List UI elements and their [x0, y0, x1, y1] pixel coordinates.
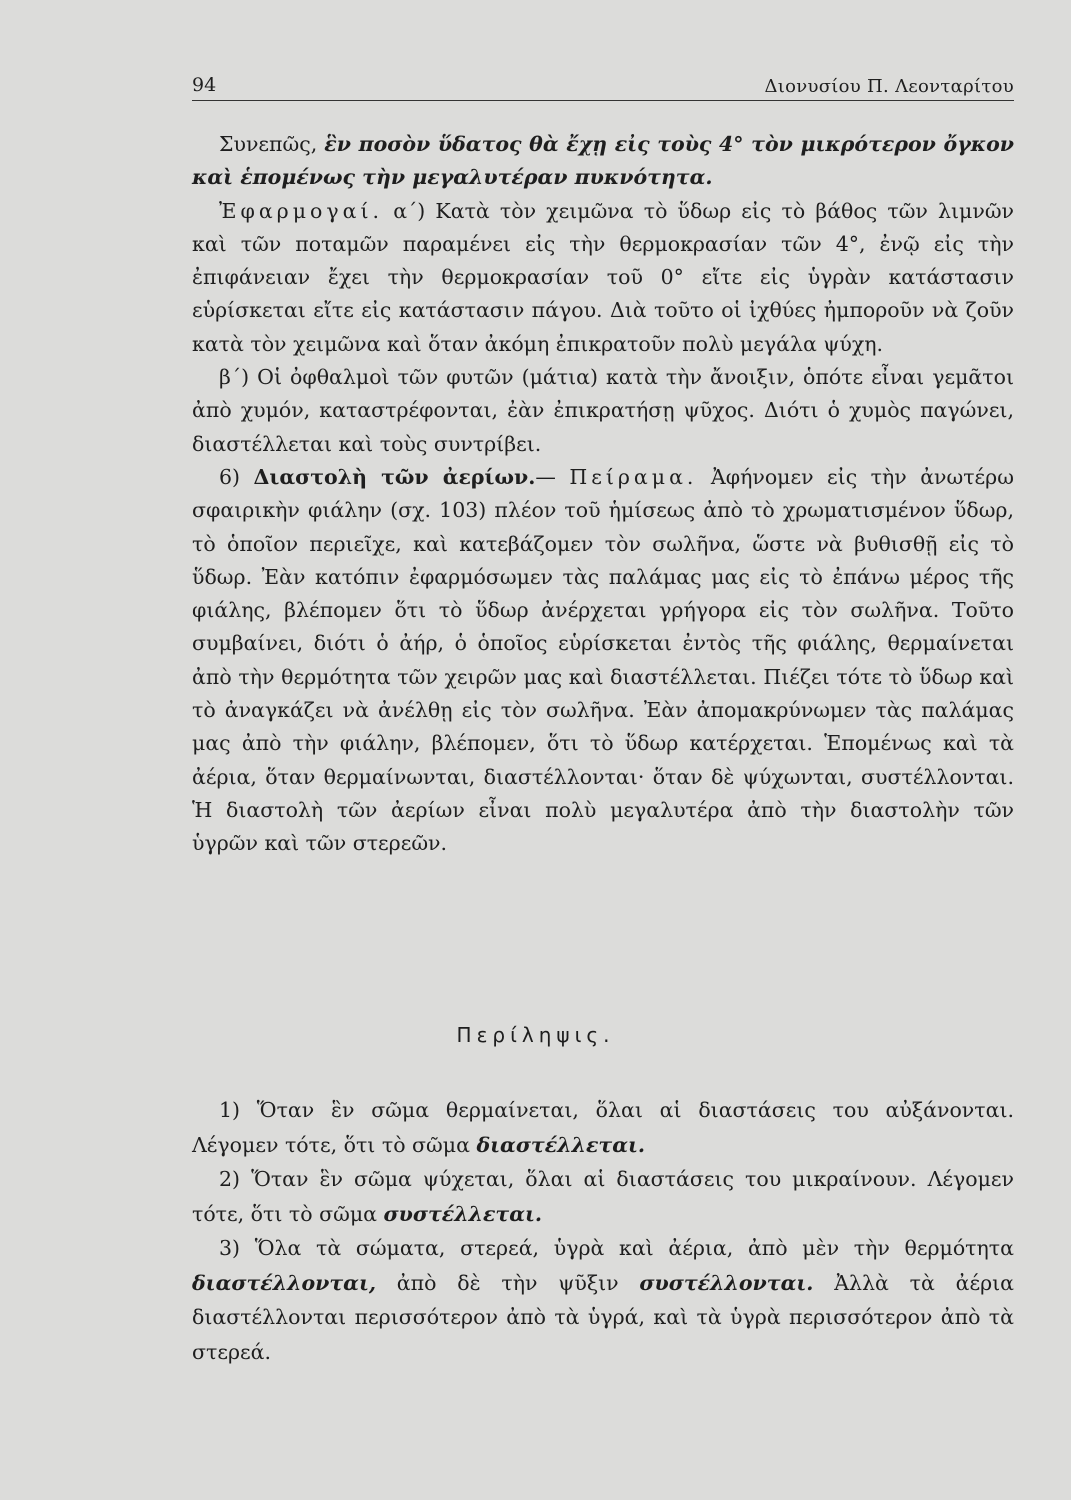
applications-label: Ἐφαρμογαί.: [219, 198, 384, 223]
section-dash: —: [535, 464, 570, 489]
summary: [192, 1093, 1014, 1369]
main-text: [192, 128, 1014, 861]
intro-conclusion: ἓν ποσὸν ὕδατος θὰ ἔχῃ εἰς τοὺς 4° τὸν μικρότερον ὄγκον καὶ ἑπομένως τὴν μεγαλυτέραν πυκνότητα.: [192, 132, 1014, 190]
summary-item-1-term: διαστέλλεται.: [476, 1132, 646, 1157]
application-b-text: β΄) Οἱ ὀφθαλμοὶ τῶν φυτῶν (μάτια) κατὰ τὴν ἄνοιξιν, ὁπότε εἶναι γεμᾶτοι ἀπὸ χυμόν, καταστρέφονται, ἐὰν ἐπικρατήσῃ ψῦχος. Διότι ὁ χυμὸς παγώνει, διαστέλλεται καὶ τοὺς συντρίβει.: [192, 365, 1014, 456]
experiment-label: Πείραμα.: [569, 464, 698, 489]
summary-item-3-term-a: διαστέλλονται,: [192, 1270, 377, 1295]
summary-item-1-text: 1) Ὅταν ἓν σῶμα θερμαίνεται, ὅλαι αἱ διαστάσεις του αὐξάνονται. Λέγομεν τότε, ὅτι τὸ σῶμα: [192, 1098, 1014, 1157]
applications-paragraph-a: [192, 195, 1014, 361]
section-heading: Διαστολὴ τῶν ἀερίων.: [253, 464, 536, 489]
summary-item-1: [192, 1093, 1014, 1162]
section-6-paragraph: [192, 461, 1014, 861]
section-number: 6): [219, 464, 241, 489]
running-title: Διονυσίου Π. Λεονταρίτου: [764, 76, 1014, 97]
intro-lead: Συνεπῶς,: [219, 132, 325, 156]
summary-item-3-text-a: 3) Ὅλα τὰ σώματα, στερεά, ὑγρὰ καὶ ἀέρια, ἀπὸ μὲν τὴν θερμότητα: [219, 1236, 1014, 1260]
summary-title: Περίληψις.: [456, 1023, 615, 1047]
summary-item-2: [192, 1162, 1014, 1231]
running-header: [192, 72, 1014, 101]
summary-item-2-term: συστέλλεται.: [383, 1201, 543, 1226]
summary-item-3-text-b: ἀπὸ δὲ τὴν ψῦξιν: [376, 1270, 640, 1295]
summary-item-3: [192, 1231, 1014, 1369]
section-6-text: Ἀφήνομεν εἰς τὴν ἀνωτέρω σφαιρικὴν φιάλην (σχ. 103) πλέον τοῦ ἡμίσεως ἀπὸ τὸ χρωματισμένον ὕδωρ, τὸ ὁποῖον περιεῖχε, καὶ κατεβάζομεν τὸν σωλῆνα, ὥστε νὰ βυθισθῇ εἰς τὸ ὕδωρ. Ἐὰν κατόπιν ἐφαρμόσωμεν τὰς παλάμας μας εἰς τὸ ἐπάνω μέρος τῆς φιάλης, βλέπομεν ὅτι τὸ ὕδωρ ἀνέρχεται γρήγορα εἰς τὸν σωλῆνα. Τοῦτο συμβαίνει, διότι ὁ ἀήρ, ὁ ὁποῖος εὑρίσκεται ἐντὸς τῆς φιάλης, θερμαίνεται ἀπὸ τὴν θερμότητα τῶν χειρῶν μας καὶ διαστέλλεται. Πιέζει τότε τὸ ὕδωρ καὶ τὸ ἀναγκάζει νὰ ἀνέλθῃ εἰς τὸν σωλῆνα. Ἐὰν ἀπομακρύνωμεν τὰς παλάμας μας ἀπὸ τὴν φιάλην, βλέπομεν, ὅτι τὸ ὕδωρ κατέρχεται. Ἑπομένως καὶ τὰ ἀέρια, ὅταν θερμαίνωνται, διαστέλλονται· ὅταν δὲ ψύχωνται, συστέλλονται. Ἡ διαστολὴ τῶν ἀερίων εἶναι πολὺ μεγαλυτέρα ἀπὸ τὴν διαστολὴν τῶν ὑγρῶν καὶ τῶν στερεῶν.: [192, 464, 1014, 856]
summary-item-3-text-c: Ἀλλὰ τὰ ἀέρια διαστέλλονται περισσότερον ἀπὸ τὰ ὑγρά, καὶ τὰ ὑγρὰ περισσότερον ἀπὸ τὰ στερεά.: [192, 1270, 1015, 1364]
applications-paragraph-b: [192, 361, 1014, 461]
summary-item-3-term-b: συστέλλονται.: [639, 1270, 814, 1295]
application-a-text: α΄) Κατὰ τὸν χειμῶνα τὸ ὕδωρ εἰς τὸ βάθος τῶν λιμνῶν καὶ τῶν ποταμῶν παραμένει εἰς τὴν θερμοκρασίαν τῶν 4°, ἐνῷ εἰς τὴν ἐπιφάνειαν ἔχει τὴν θερμοκρασίαν τοῦ 0° εἴτε εἰς ὑγρὰν κατάστασιν εὑρίσκεται εἴτε εἰς κατάστασιν πάγου. Διὰ τοῦτο οἱ ἰχθύες ἠμποροῦν νὰ ζοῦν κατὰ τὸν χειμῶνα καὶ ὅταν ἀκόμη ἐπικρατοῦν πολὺ μεγάλα ψύχη.: [192, 198, 1014, 356]
intro-paragraph: [192, 128, 1014, 195]
summary-item-2-text: 2) Ὅταν ἓν σῶμα ψύχεται, ὅλαι αἱ διαστάσεις του μικραίνουν. Λέγομεν τότε, ὅτι τὸ σῶμα: [192, 1167, 1014, 1226]
page-number: 94: [192, 74, 217, 96]
